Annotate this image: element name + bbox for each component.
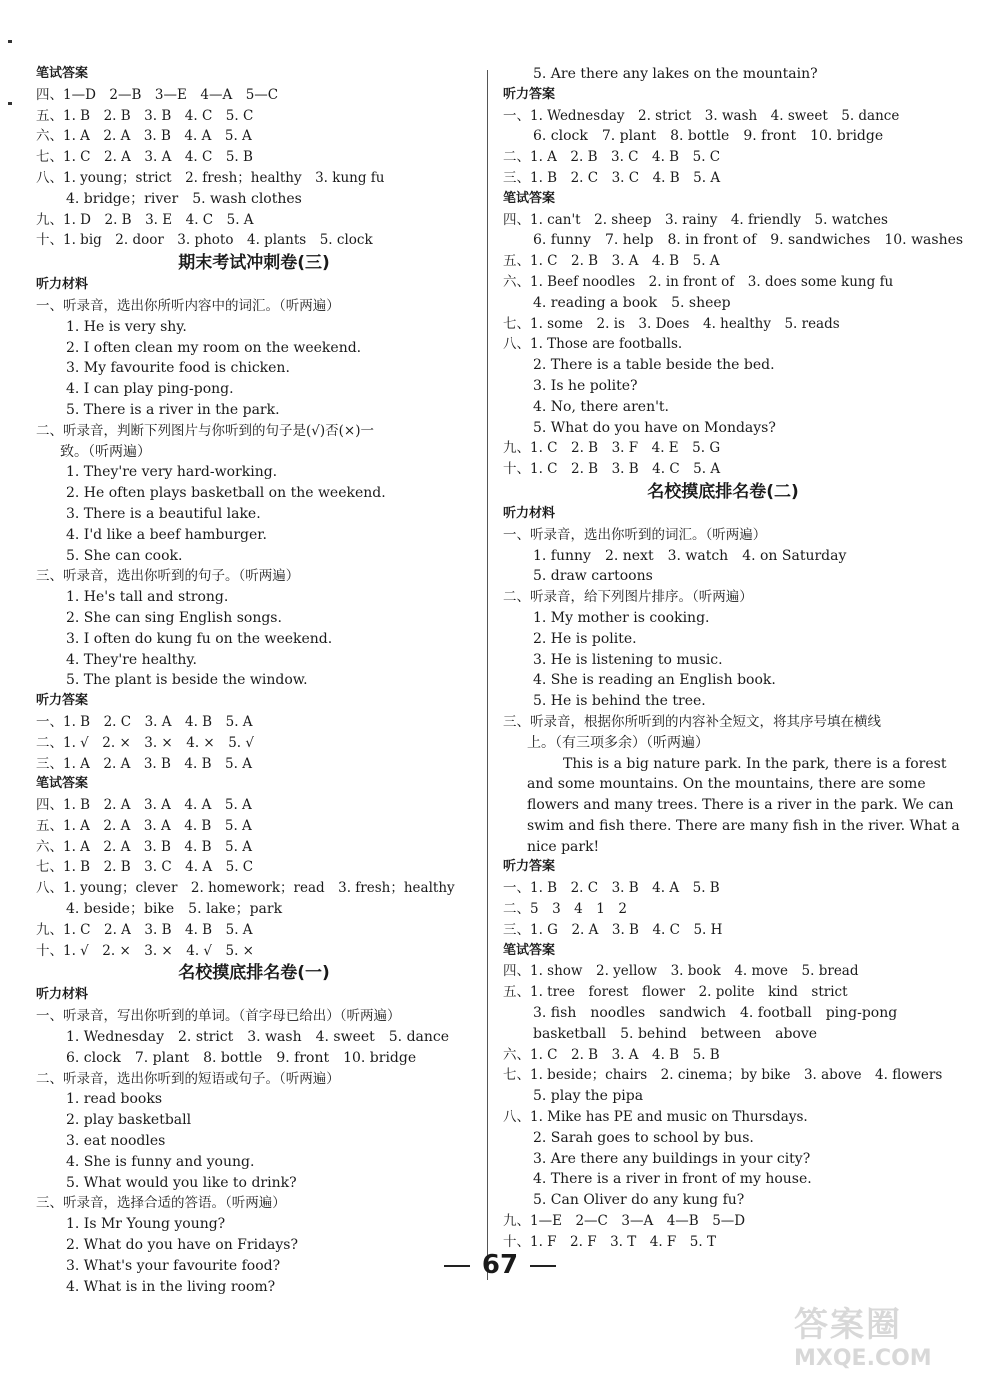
listening-sentence: 2. She can sing English songs. (66, 609, 282, 626)
listening-sentence: 3. He is listening to music. (533, 651, 723, 668)
answer-line-continued: 3. fish noodles sandwich 4. football ping-pong (533, 1005, 898, 1022)
answer-line-continued: 2. There is a table beside the bed. (533, 357, 775, 374)
answer-line: 五、1. B 2. B 3. B 4. C 5. C (36, 107, 254, 124)
answer-line: 七、1. B 2. B 3. C 4. A 5. C (36, 859, 254, 876)
listening-sentence: 5. draw cartoons (533, 568, 653, 585)
answer-line: 一、1. B 2. C 3. A 4. B 5. A (36, 713, 253, 730)
answer-line: 二、听录音，给下列图片排序。（听两遍） (503, 589, 753, 606)
answer-line-continued: 5. play the pipa (533, 1088, 644, 1105)
answer-line-continued: 3. Is he polite? (533, 377, 638, 394)
listening-sentence: 5. The plant is beside the window. (66, 672, 308, 689)
listening-sentence: 4. They're healthy. (66, 651, 197, 668)
exam-title: 期末考试冲刺卷(三) (178, 253, 330, 274)
listening-sentence: 2. He often plays basketball on the weekend. (66, 485, 386, 502)
section-label: 笔试答案 (503, 190, 556, 206)
listening-sentence: 4. She is reading an English book. (533, 672, 776, 689)
answer-line-continued: 5. What do you have on Mondays? (533, 419, 776, 436)
answer-line: 五、1. A 2. A 3. A 4. B 5. A (36, 817, 252, 834)
section-label: 听力答案 (503, 86, 556, 102)
column-divider (487, 70, 488, 1280)
answer-line: 五、1. C 2. B 3. A 4. B 5. A (503, 253, 720, 270)
listening-sentence: 4. I'd like a beef hamburger. (66, 526, 267, 543)
answer-line-continued: basketball 5. behind between above (533, 1025, 818, 1042)
answer-line-continued: 3. Are there any buildings in your city? (533, 1150, 811, 1167)
answer-line: 二、听录音，判断下列图片与你听到的句子是(√)否(×)一 (36, 422, 374, 439)
answer-line-continued: 4. bridge；river 5. wash clothes (66, 190, 302, 207)
listening-sentence: 5. He is behind the tree. (533, 693, 706, 710)
section-label: 听力材料 (36, 987, 89, 1003)
listening-sentence: 3. There is a beautiful lake. (66, 505, 261, 522)
section-label: 听力答案 (36, 693, 89, 709)
answer-line: 四、1. B 2. A 3. A 4. A 5. A (36, 797, 252, 814)
listening-sentence: 1. He's tall and strong. (66, 589, 229, 606)
listening-sentence: 1. They're very hard-working. (66, 464, 278, 481)
answer-line: 八、1. young；clever 2. homework；read 3. fresh；healthy (36, 880, 455, 897)
listening-sentence: 1. Wednesday 2. strict 3. wash 4. sweet 5. dance (66, 1029, 450, 1046)
answer-line: 二、5 3 4 1 2 (503, 901, 627, 918)
listening-sentence: 1. funny 2. next 3. watch 4. on Saturday (533, 547, 847, 564)
answer-line-continued: 6. clock 7. plant 8. bottle 9. front 10. bridge (533, 128, 884, 145)
listening-sentence: 1. Is Mr Young young? (66, 1216, 226, 1233)
answer-line: 三、听录音，选择合适的答语。（听两遍） (36, 1195, 286, 1212)
listening-sentence: 4. She is funny and young. (66, 1153, 255, 1170)
listening-sentence: 2. What do you have on Fridays? (66, 1237, 298, 1254)
passage-line: flowers and many trees. There is a river in the park. We can (527, 797, 954, 814)
listening-sentence: 1. read books (66, 1091, 163, 1108)
listening-sentence: 5. Are there any lakes on the mountain? (533, 66, 818, 82)
answer-line: 十、1. C 2. B 3. B 4. C 5. A (503, 461, 721, 478)
listening-sentence: 3. eat noodles (66, 1133, 166, 1150)
answer-line: 二、听录音，选出你听到的短语或句子。（听两遍） (36, 1070, 340, 1087)
answer-line: 六、1. A 2. A 3. B 4. A 5. A (36, 128, 252, 145)
answer-line: 九、1—E 2—C 3—A 4—B 5—D (503, 1213, 746, 1230)
section-label: 笔试答案 (36, 776, 89, 792)
answer-line-continued: 4. reading a book 5. sheep (533, 294, 731, 311)
listening-sentence: 3. What's your favourite food? (66, 1257, 281, 1274)
listening-sentence: 5. She can cook. (66, 547, 183, 564)
watermark (794, 1297, 984, 1371)
answer-line: 十、1. big 2. door 3. photo 4. plants 5. clock (36, 232, 373, 249)
answer-line: 六、1. Beef noodles 2. in front of 3. does some kung fu (503, 273, 894, 290)
watermark-logo-text: 答案圈 (794, 1305, 902, 1345)
passage-line: This is a big nature park. In the park, there is a forest (563, 755, 947, 772)
listening-sentence: 5. There is a river in the park. (66, 401, 280, 418)
listening-sentence: 5. What would you like to drink? (66, 1174, 297, 1191)
answer-line: 三、听录音，选出你听到的句子。（听两遍） (36, 568, 300, 585)
answer-line: 七、1. beside；chairs 2. cinema；by bike 3. above 4. flowers (503, 1067, 943, 1084)
scan-mark-bottom (8, 102, 12, 105)
section-label: 听力材料 (36, 277, 89, 293)
listening-sentence: 4. I can play ping-pong. (66, 381, 234, 398)
answer-line: 一、听录音，选出你听到的词汇。（听两遍） (503, 526, 767, 543)
passage-line: and some mountains. On the mountains, there are some (527, 776, 926, 793)
answer-line-continued: 4. No, there aren't. (533, 398, 670, 415)
answer-line: 五、1. tree forest flower 2. polite kind strict (503, 984, 848, 1001)
instruction-continued: 上。（有三项多余）（听两遍） (527, 734, 709, 751)
answer-line: 十、1. F 2. F 3. T 4. F 5. T (503, 1233, 716, 1250)
answer-line: 三、1. B 2. C 3. C 4. B 5. A (503, 169, 721, 186)
listening-sentence: 2. I often clean my room on the weekend. (66, 339, 362, 356)
answer-line-continued: 5. Can Oliver do any kung fu? (533, 1192, 745, 1209)
answer-line: 三、1. G 2. A 3. B 4. C 5. H (503, 921, 723, 938)
page-number-text: 67 (481, 1250, 519, 1280)
listening-sentence: 3. I often do kung fu on the weekend. (66, 630, 333, 647)
answer-line: 一、听录音，写出你听到的单词。（首字母已给出）（听两遍） (36, 1008, 401, 1025)
answer-line: 十、1. √ 2. × 3. × 4. √ 5. × (36, 942, 254, 959)
answer-line: 九、1. C 2. B 3. F 4. E 5. G (503, 440, 721, 457)
left-column (36, 64, 472, 1297)
exam-title: 名校摸底排名卷(二) (647, 481, 799, 502)
answer-line: 九、1. C 2. A 3. B 4. B 5. A (36, 921, 253, 938)
answer-line: 三、听录音，根据你所听到的内容补全短文，将其序号填在横线 (503, 713, 881, 730)
exam-title: 名校摸底排名卷(一) (178, 963, 330, 984)
answer-line: 四、1—D 2—B 3—E 4—A 5—C (36, 86, 279, 103)
answer-line: 六、1. C 2. B 3. A 4. B 5. B (503, 1046, 720, 1063)
section-label: 笔试答案 (36, 66, 89, 81)
passage-line: nice park! (527, 838, 600, 855)
answer-line: 一、1. B 2. C 3. B 4. A 5. B (503, 880, 720, 897)
page-number-dash-left (444, 1265, 470, 1267)
watermark-url: MXQE.COM (794, 1346, 932, 1371)
listening-sentence: 6. clock 7. plant 8. bottle 9. front 10. bridge (66, 1049, 417, 1066)
scan-mark-top (8, 40, 12, 43)
section-label: 笔试答案 (503, 942, 556, 958)
answer-line: 三、1. A 2. A 3. B 4. B 5. A (36, 755, 252, 772)
answer-line: 二、1. A 2. B 3. C 4. B 5. C (503, 149, 721, 166)
section-label: 听力答案 (503, 859, 556, 875)
listening-sentence: 3. My favourite food is chicken. (66, 360, 290, 377)
listening-sentence: 1. He is very shy. (66, 318, 187, 335)
answer-line: 七、1. C 2. A 3. A 4. C 5. B (36, 149, 253, 166)
answer-line: 八、1. Those are footballs. (503, 336, 683, 353)
answer-line: 六、1. A 2. A 3. B 4. B 5. A (36, 838, 252, 855)
answer-line-continued: 6. funny 7. help 8. in front of 9. sandwiches 10. washes (533, 232, 964, 249)
answer-line: 一、听录音，选出你所听内容中的词汇。（听两遍） (36, 297, 340, 314)
page-number (0, 1250, 1000, 1280)
answer-line-continued: 2. Sarah goes to school by bus. (533, 1129, 754, 1146)
right-column (503, 64, 964, 1253)
answer-line: 八、1. Mike has PE and music on Thursdays. (503, 1109, 808, 1126)
answer-line: 四、1. can't 2. sheep 3. rainy 4. friendly 5. watches (503, 211, 888, 228)
answer-line-continued: 4. beside；bike 5. lake；park (66, 901, 283, 918)
listening-sentence: 2. He is polite. (533, 630, 637, 647)
section-label: 听力材料 (503, 505, 556, 521)
answer-line: 二、1. √ 2. × 3. × 4. × 5. √ (36, 734, 254, 751)
answer-line: 八、1. young；strict 2. fresh；healthy 3. kung fu (36, 169, 385, 186)
answer-line: 九、1. D 2. B 3. E 4. C 5. A (36, 211, 254, 228)
page-number-dash-right (530, 1265, 556, 1267)
passage-line: swim and fish there. There are many fish in the river. What a (527, 817, 960, 834)
answer-line: 七、1. some 2. is 3. Does 4. healthy 5. reads (503, 315, 840, 332)
listening-sentence: 4. What is in the living room? (66, 1278, 276, 1295)
listening-sentence: 1. My mother is cooking. (533, 609, 710, 626)
answer-line: 一、1. Wednesday 2. strict 3. wash 4. sweet 5. dance (503, 107, 900, 124)
listening-sentence: 2. play basketball (66, 1112, 192, 1129)
answer-line: 四、1. show 2. yellow 3. book 4. move 5. bread (503, 963, 859, 980)
answer-line-continued: 4. There is a river in front of my house. (533, 1171, 812, 1188)
instruction-continued: 致。（听两遍） (60, 443, 151, 460)
